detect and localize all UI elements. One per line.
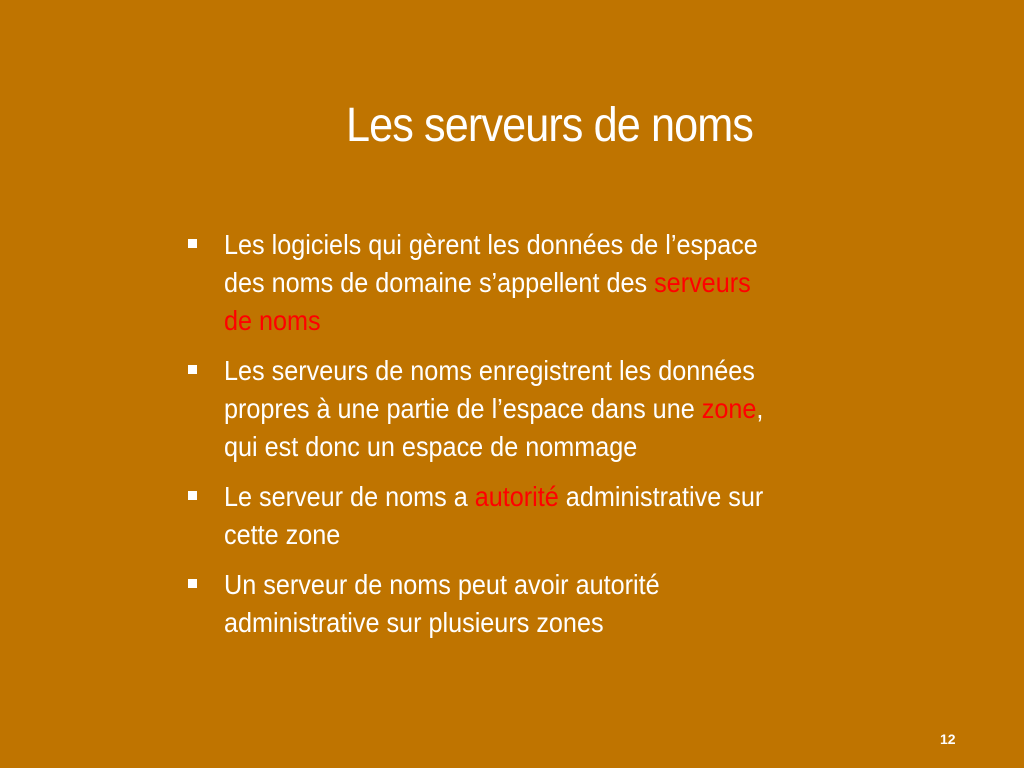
slide-title: Les serveurs de noms [346, 99, 753, 152]
highlighted-term: serveurs [654, 267, 751, 298]
bullet-line [224, 478, 874, 516]
bullet-line: Les serveurs de noms enregistrent les données [224, 355, 755, 386]
bullet-line: qui est donc un espace de nommage [224, 431, 638, 462]
bullet-text-segment: Le serveur de noms a [224, 481, 475, 512]
bullet-line [224, 302, 874, 340]
bullet-item-3 [186, 478, 946, 554]
square-bullet-icon [188, 579, 197, 588]
bullet-line: Un serveur de noms peut avoir autorité [224, 569, 660, 600]
square-bullet-icon [188, 365, 197, 374]
bullet-line: Les logiciels qui gèrent les données de l’espace [224, 229, 758, 260]
bullet-text-segment: propres à une partie de l’espace dans une [224, 393, 702, 424]
bullet-text-segment: , [756, 393, 764, 424]
highlighted-term: autorité [474, 481, 559, 512]
bullet-line [224, 390, 874, 428]
bullet-item-1 [186, 226, 946, 340]
highlighted-term: de noms [224, 305, 321, 336]
page-number: 12 [940, 731, 956, 747]
square-bullet-icon [188, 491, 197, 500]
highlighted-term: zone [701, 393, 757, 424]
bullet-line: cette zone [224, 519, 341, 550]
square-bullet-icon [188, 239, 197, 248]
bullet-item-2 [186, 352, 946, 466]
bullet-item-4 [186, 566, 946, 642]
bullet-list [186, 226, 946, 654]
bullet-line [224, 264, 874, 302]
bullet-text-segment: administrative sur [558, 481, 764, 512]
bullet-line: administrative sur plusieurs zones [224, 607, 604, 638]
bullet-text-segment: des noms de domaine s’appellent des [224, 267, 655, 298]
